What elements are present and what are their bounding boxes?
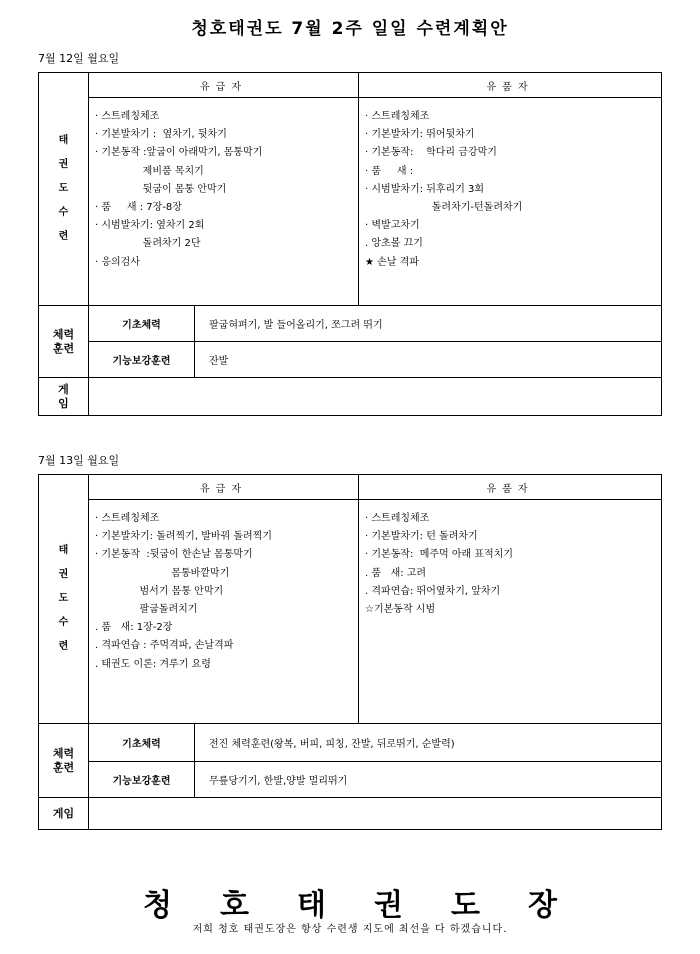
list-item: · 기본동작 :앞굽이 아래막기, 몸통막기 <box>95 147 263 159</box>
game-value <box>89 798 662 830</box>
list-item: · 스트레칭체조 <box>95 513 160 524</box>
section-game-label <box>39 798 89 830</box>
list-item: . 품 새: 고려 <box>365 567 427 579</box>
day-1-plan-table <box>38 72 662 416</box>
list-item: . 태권도 이론: 겨루기 요령 <box>95 658 211 670</box>
dan-training-list <box>359 500 662 724</box>
col-header-grade: 유급자 <box>89 475 359 500</box>
functional-training-value: 무릎당기기, 한발,양발 멀리뛰기 <box>195 762 662 798</box>
list-item: · 스트레칭체조 <box>365 111 430 122</box>
list-item: 몸통바깥막기 <box>95 567 230 579</box>
list-item: · 스트레칭체조 <box>365 513 430 524</box>
basic-fitness-label: 기초체력 <box>89 724 195 762</box>
list-item: · 기본동작 :뒷굽이 한손날 몸통막기 <box>95 549 253 561</box>
day-2-date: 7월 13일 월요일 <box>38 454 120 467</box>
section-game-text: 게 임 <box>58 382 69 410</box>
functional-training-value: 잔발 <box>195 342 662 378</box>
basic-fitness-value: 팔굽혀펴기, 발 들어올리기, 쪼그려 뛰기 <box>195 306 662 342</box>
list-item: · 기본동작: 학다리 금강막기 <box>365 147 497 159</box>
section-fitness-label <box>39 306 89 378</box>
list-item: · 응의검사 <box>95 256 140 268</box>
list-item: · 기본발차기 : 옆차기, 뒷차기 <box>95 129 227 141</box>
list-item: · 시범발차기: 뒤후리기 3회 <box>365 183 485 195</box>
day-1-date: 7월 12일 월요일 <box>38 52 120 65</box>
section-taekwondo-text: 태 권 도 수 련 <box>58 545 69 652</box>
section-taekwondo-text: 태 권 도 수 련 <box>58 135 69 242</box>
list-item: · 품 새 : 7장-8장 <box>95 202 182 214</box>
footer-dojang-name: 청호태권도장 <box>143 888 605 923</box>
col-header-grade: 유급자 <box>89 73 359 98</box>
list-item: 돌려차기-턴돌려차기 <box>365 202 523 214</box>
list-item: · 스트레칭체조 <box>95 111 160 122</box>
basic-fitness-value: 전진 체력훈련(왕복, 버피, 피칭, 잔발, 뒤로뛰기, 순발력) <box>195 724 662 762</box>
day-2-plan-table <box>38 474 662 830</box>
col-header-dan: 유품자 <box>359 475 662 500</box>
section-fitness-label <box>39 724 89 798</box>
list-item: · 기본발차기: 턴 돌려차기 <box>365 531 478 543</box>
list-item: · 시범발차기: 옆차기 2회 <box>95 220 205 232</box>
col-header-dan: 유품자 <box>359 73 662 98</box>
list-item: 뒷굽이 몸통 안막기 <box>95 183 227 195</box>
grade-training-list <box>89 500 359 724</box>
functional-training-label: 기능보강훈련 <box>89 342 195 378</box>
list-item: 제비품 목치기 <box>95 165 204 177</box>
list-item: 돌려차기 2단 <box>95 238 201 250</box>
grade-training-list <box>89 98 359 306</box>
section-taekwondo-label <box>39 73 89 306</box>
list-item: · 기본동작: 메주먹 아래 표적치기 <box>365 549 514 561</box>
basic-fitness-label: 기초체력 <box>89 306 195 342</box>
list-item: . 품 새: 1장-2장 <box>95 622 173 634</box>
list-item: ☆기본동작 시범 <box>365 604 436 616</box>
list-item: · 품 새 : <box>365 165 414 177</box>
list-item: . 격파연습 : 주먹격파, 손날격파 <box>95 640 234 652</box>
list-item: ★ 손날 격파 <box>365 256 419 268</box>
list-item: . 앙초볼 끄기 <box>365 238 423 250</box>
list-item: · 기본발차기: 돌려찍기, 발바꿔 돌려찍기 <box>95 531 273 543</box>
section-taekwondo-label <box>39 475 89 724</box>
game-value <box>89 378 662 416</box>
footer-note: 저희 청호 태권도장은 항상 수련생 지도에 최선을 다 하겠습니다. <box>192 924 508 935</box>
list-item: · 기본발차기: 뛰어뒷차기 <box>365 129 475 141</box>
section-game-text: 게임 <box>52 806 75 820</box>
section-fitness-text: 체력 훈련 <box>52 327 75 355</box>
section-fitness-text: 체력 훈련 <box>52 746 75 774</box>
dan-training-list <box>359 98 662 306</box>
page-title: 청호태권도 7월 2주 일일 수련계획안 <box>191 19 509 39</box>
section-game-label <box>39 378 89 416</box>
functional-training-label: 기능보강훈련 <box>89 762 195 798</box>
list-item: · 벽발고차기 <box>365 220 420 232</box>
list-item: . 격파연습: 뛰어옆차기, 앞차기 <box>365 585 501 597</box>
list-item: 팔굽돌려치기 <box>95 604 198 616</box>
list-item: 범서기 몸통 안막기 <box>95 585 224 597</box>
